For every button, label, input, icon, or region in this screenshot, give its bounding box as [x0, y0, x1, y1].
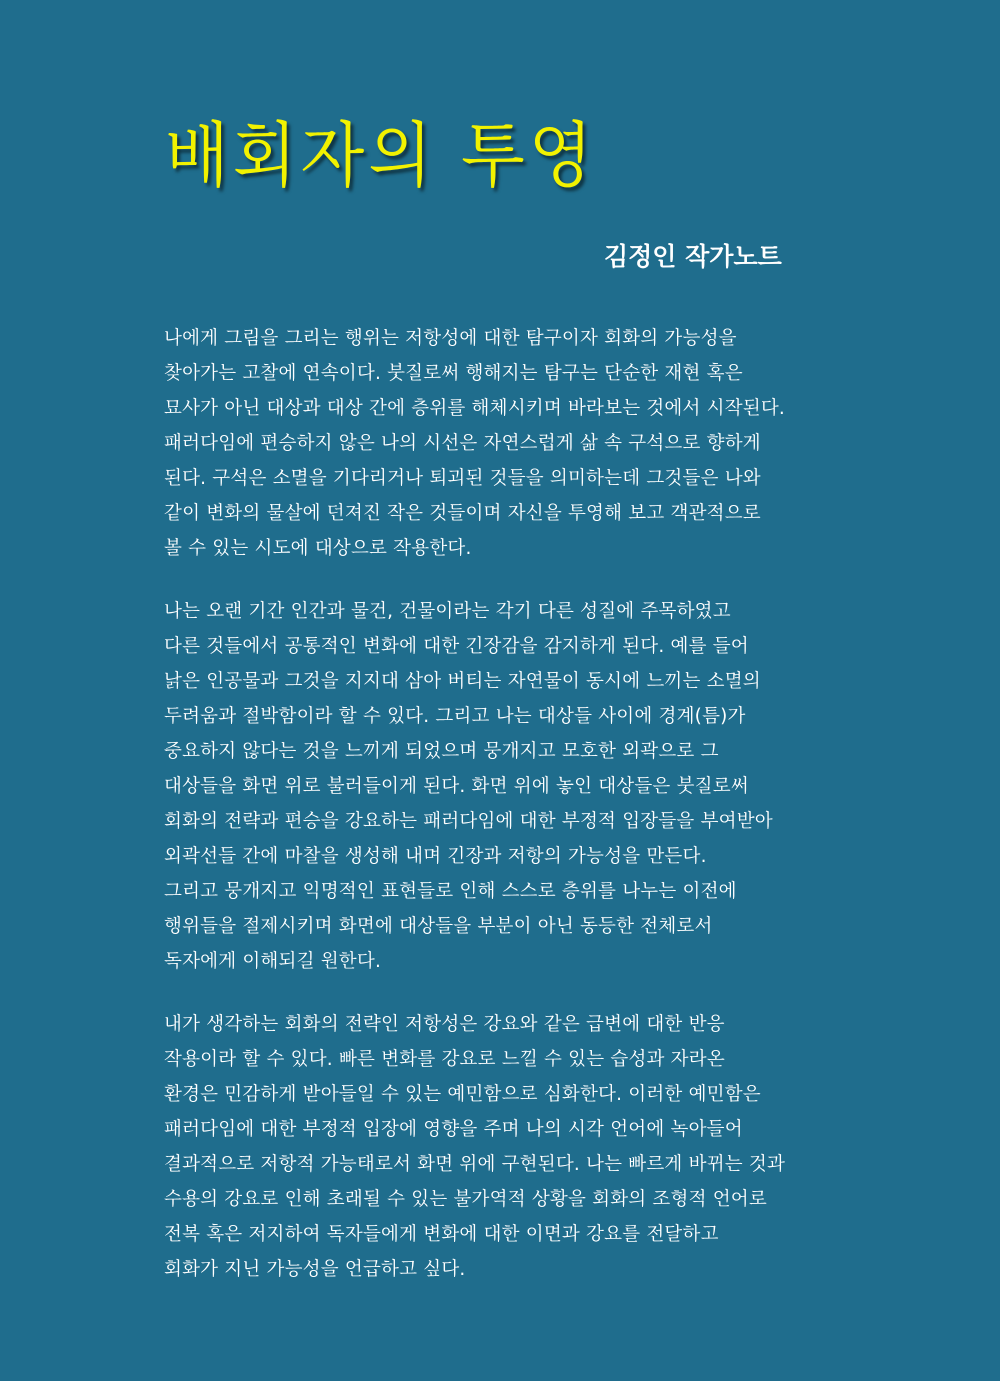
paragraph-line: 외곽선들 간에 마찰을 생성해 내며 긴장과 저항의 가능성을 만든다. [164, 846, 707, 867]
paragraph-line: 나에게 그림을 그리는 행위는 저항성에 대한 탐구이자 회화의 가능성을 [164, 328, 737, 349]
paragraph-line: 회화가 지닌 가능성을 언급하고 싶다. [164, 1259, 466, 1280]
paragraph-line: 전복 혹은 저지하여 독자들에게 변화에 대한 이면과 강요를 전달하고 [164, 1224, 719, 1245]
paragraph-line: 대상들을 화면 위로 불러들이게 된다. 화면 위에 놓인 대상들은 붓질로써 [164, 776, 749, 797]
page-title: 배회자의 투영 [165, 114, 597, 198]
paragraph-line: 행위들을 절제시키며 화면에 대상들을 부분이 아닌 동등한 전체로서 [164, 916, 713, 937]
paragraph-line: 중요하지 않다는 것을 느끼게 되었으며 뭉개지고 모호한 외곽으로 그 [164, 741, 719, 762]
paragraph-line: 다른 것들에서 공통적인 변화에 대한 긴장감을 감지하게 된다. 예를 들어 [164, 636, 749, 657]
paragraph-1 [164, 321, 864, 566]
paragraph-line: 환경은 민감하게 받아들일 수 있는 예민함으로 심화한다. 이러한 예민함은 [164, 1084, 761, 1105]
paragraph-line: 패러다임에 대한 부정적 입장에 영향을 주며 나의 시각 언어에 녹아들어 [164, 1119, 743, 1140]
author-subtitle: 김정인 작가노트 [604, 242, 782, 271]
paragraph-line: 작용이라 할 수 있다. 빠른 변화를 강요로 느낄 수 있는 습성과 자라온 [164, 1049, 725, 1070]
paragraph-line: 독자에게 이해되길 원한다. [164, 951, 382, 972]
paragraph-line: 낡은 인공물과 그것을 지지대 삼아 버티는 자연물이 동시에 느끼는 소멸의 [164, 671, 761, 692]
paragraph-line: 그리고 뭉개지고 익명적인 표현들로 인해 스스로 층위를 나누는 이전에 [164, 881, 737, 902]
paragraph-line: 내가 생각하는 회화의 전략인 저항성은 강요와 같은 급변에 대한 반응 [164, 1014, 725, 1035]
paragraph-line: 찾아가는 고찰에 연속이다. 붓질로써 행해지는 탐구는 단순한 재현 혹은 [164, 363, 743, 384]
paragraph-3 [164, 1007, 864, 1287]
paragraph-line: 두려움과 절박함이라 할 수 있다. 그리고 나는 대상들 사이에 경계(틈)가 [164, 706, 746, 727]
paragraph-line: 패러다임에 편승하지 않은 나의 시선은 자연스럽게 삶 속 구석으로 향하게 [164, 433, 761, 454]
paragraph-line: 묘사가 아닌 대상과 대상 간에 층위를 해체시키며 바라보는 것에서 시작된다. [164, 398, 786, 419]
paragraph-line: 볼 수 있는 시도에 대상으로 작용한다. [164, 538, 472, 559]
paragraph-line: 회화의 전략과 편승을 강요하는 패러다임에 대한 부정적 입장들을 부여받아 [164, 811, 773, 832]
paragraph-line: 나는 오랜 기간 인간과 물건, 건물이라는 각기 다른 성질에 주목하였고 [164, 601, 731, 622]
paragraph-line: 같이 변화의 물살에 던져진 작은 것들이며 자신을 투영해 보고 객관적으로 [164, 503, 761, 524]
paragraph-line: 수용의 강요로 인해 초래될 수 있는 불가역적 상황을 회화의 조형적 언어로 [164, 1189, 767, 1210]
paragraph-line: 된다. 구석은 소멸을 기다리거나 퇴괴된 것들을 의미하는데 그것들은 나와 [164, 468, 761, 489]
paragraph-line: 결과적으로 저항적 가능태로서 화면 위에 구현된다. 나는 빠르게 바뀌는 것과 [164, 1154, 786, 1175]
paragraph-2 [164, 594, 864, 979]
